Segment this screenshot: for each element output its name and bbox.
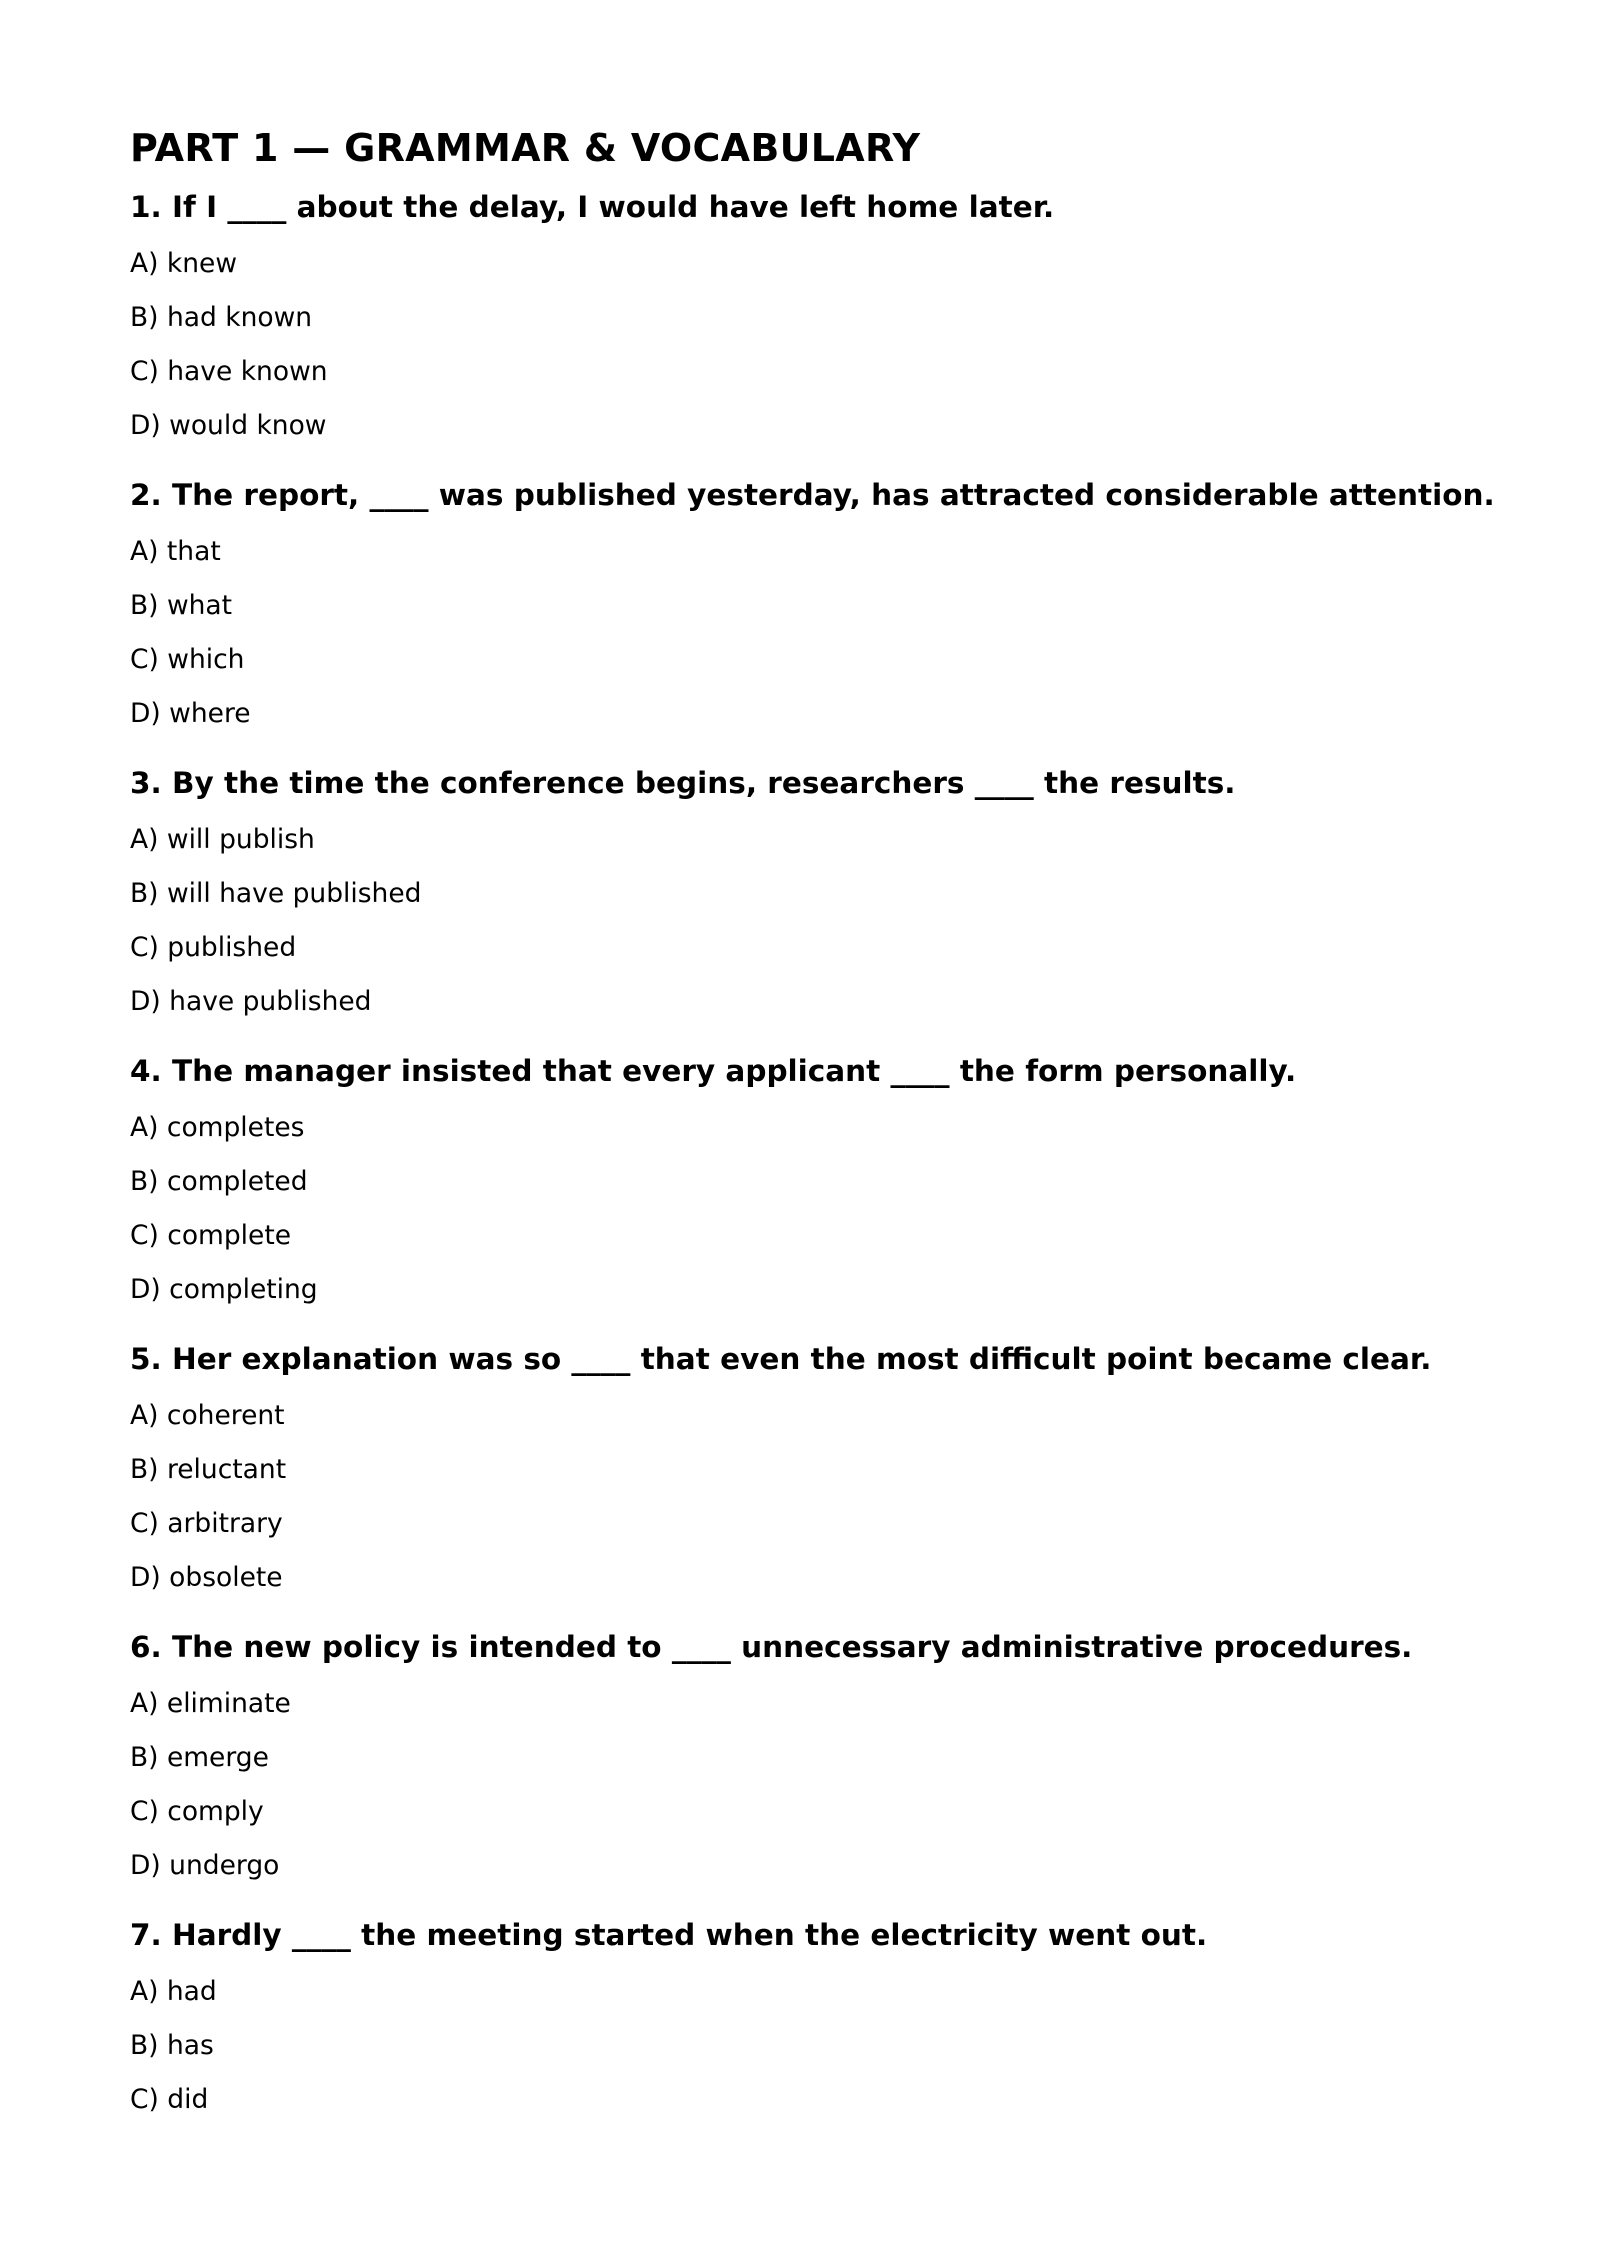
question-2 <box>130 473 1530 741</box>
question-1 <box>130 185 1530 453</box>
question-text: 2. The report, ____ was published yesterday, has attracted considerable attention. <box>130 478 1495 512</box>
option-c: C) published <box>130 932 297 963</box>
question-text: 4. The manager insisted that every applicant ____ the form personally. <box>130 1054 1297 1088</box>
option-b: B) had known <box>130 302 313 333</box>
option-c: C) complete <box>130 1220 292 1251</box>
question-text: 7. Hardly ____ the meeting started when the electricity went out. <box>130 1918 1208 1952</box>
question-text: 5. Her explanation was so ____ that even the most difficult point became clear. <box>130 1342 1432 1376</box>
option-a: A) had <box>130 1976 217 2007</box>
question-5 <box>130 1337 1530 1605</box>
question-4 <box>130 1049 1530 1317</box>
option-d: D) would know <box>130 410 327 441</box>
option-a: A) coherent <box>130 1400 285 1431</box>
option-a: A) will publish <box>130 824 315 855</box>
option-a: A) completes <box>130 1112 305 1143</box>
option-c: C) comply <box>130 1796 264 1827</box>
question-text: 6. The new policy is intended to ____ unnecessary administrative procedures. <box>130 1630 1413 1664</box>
option-c: C) have known <box>130 356 328 387</box>
option-d: D) obsolete <box>130 1562 283 1593</box>
option-b: B) what <box>130 590 233 621</box>
part-title: PART 1 — GRAMMAR & VOCABULARY <box>130 126 921 170</box>
option-b: B) emerge <box>130 1742 269 1773</box>
option-a: A) eliminate <box>130 1688 291 1719</box>
option-b: B) has <box>130 2030 214 2061</box>
option-d: D) completing <box>130 1274 318 1305</box>
option-d: D) where <box>130 698 251 729</box>
option-b: B) will have published <box>130 878 422 909</box>
option-d: D) have published <box>130 986 372 1017</box>
question-text: 1. If I ____ about the delay, I would have left home later. <box>130 190 1055 224</box>
question-3 <box>130 761 1530 1029</box>
question-text: 3. By the time the conference begins, researchers ____ the results. <box>130 766 1236 800</box>
option-d: D) undergo <box>130 1850 280 1881</box>
option-c: C) arbitrary <box>130 1508 283 1539</box>
question-6 <box>130 1625 1530 1893</box>
option-c: C) which <box>130 644 245 675</box>
option-b: B) reluctant <box>130 1454 287 1485</box>
option-c: C) did <box>130 2084 209 2115</box>
option-a: A) that <box>130 536 221 567</box>
exam-page <box>130 125 1530 2147</box>
option-a: A) knew <box>130 248 238 279</box>
question-7 <box>130 1913 1530 2127</box>
option-b: B) completed <box>130 1166 308 1197</box>
